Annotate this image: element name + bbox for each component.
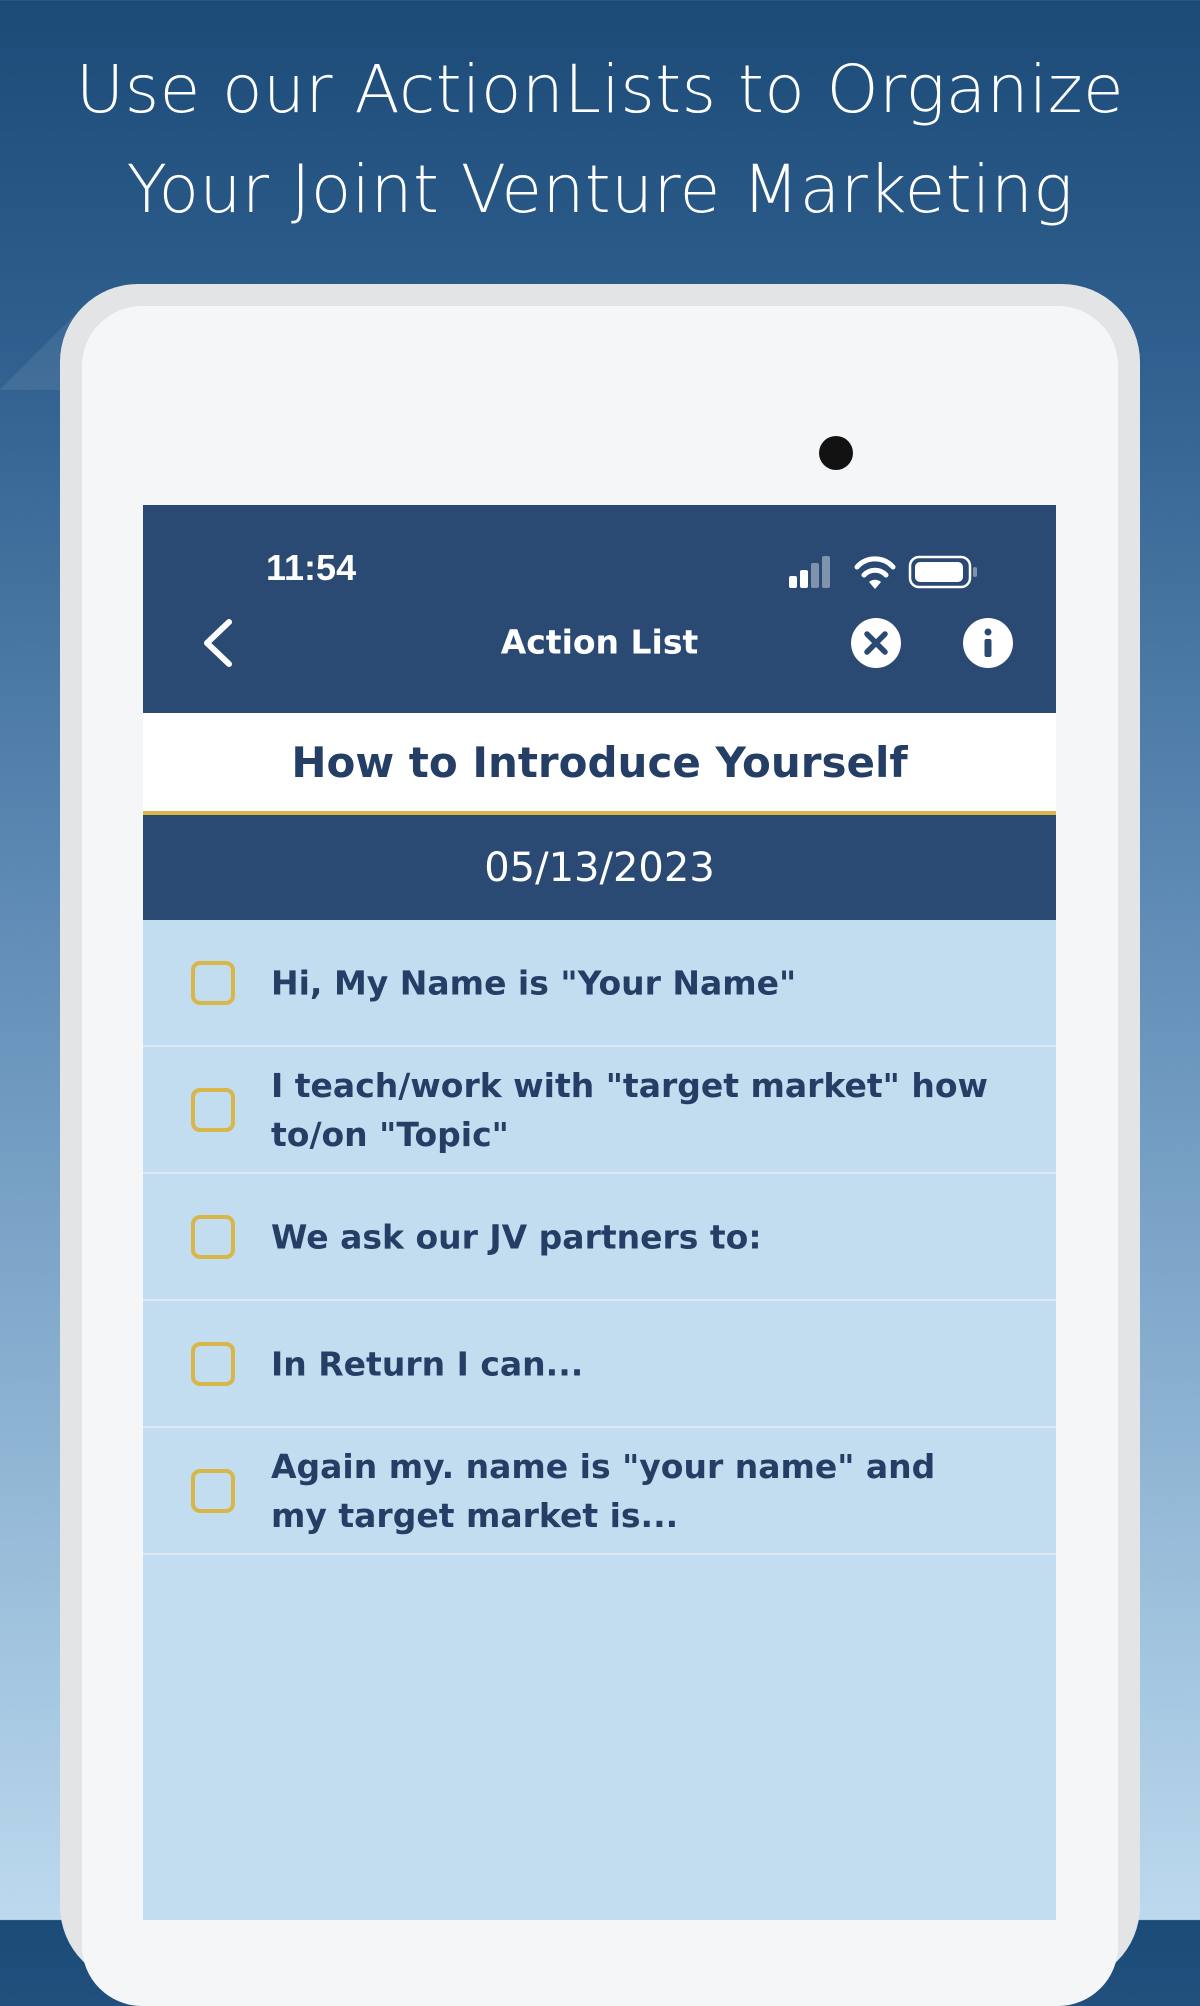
action-items-list	[143, 920, 1056, 1555]
app-screen	[143, 505, 1056, 1920]
list-title: How to Introduce Yourself	[143, 713, 1056, 815]
action-item[interactable]	[143, 1047, 1056, 1174]
action-item[interactable]	[143, 1428, 1056, 1555]
checkbox[interactable]	[191, 1215, 235, 1259]
headline-line-1: Use our ActionLists to Organize	[75, 51, 1125, 128]
marketing-headline	[0, 40, 1200, 240]
checkbox[interactable]	[191, 1469, 235, 1513]
wifi-icon	[857, 559, 893, 589]
headline-line-2: Your Joint Venture Marketing	[126, 151, 1074, 228]
status-icons	[789, 552, 989, 592]
info-button[interactable]	[963, 618, 1013, 668]
info-circle-icon	[963, 618, 1013, 668]
action-item-text: In Return I can...	[271, 1344, 584, 1383]
cellular-signal-icon	[789, 556, 830, 588]
action-item[interactable]	[143, 1301, 1056, 1428]
action-item-text: I teach/work with "target market" how to/on "Topic"	[271, 1065, 988, 1154]
camera-icon	[819, 436, 853, 470]
nav-title: Action List	[500, 622, 699, 662]
action-item[interactable]	[143, 1174, 1056, 1301]
status-time: 11:54	[266, 547, 357, 588]
checkbox[interactable]	[191, 1088, 235, 1132]
checkbox[interactable]	[191, 961, 235, 1005]
close-circle-icon	[851, 618, 901, 668]
close-button[interactable]	[851, 618, 901, 668]
action-item-text: We ask our JV partners to:	[271, 1217, 762, 1256]
action-item-text: Again my. name is "your name" and my target market is...	[271, 1446, 936, 1535]
battery-icon	[910, 557, 977, 587]
action-item[interactable]	[143, 920, 1056, 1047]
action-item-text: Hi, My Name is "Your Name"	[271, 963, 797, 1002]
list-date: 05/13/2023	[143, 815, 1056, 920]
app-header	[143, 505, 1056, 713]
checkbox[interactable]	[191, 1342, 235, 1386]
